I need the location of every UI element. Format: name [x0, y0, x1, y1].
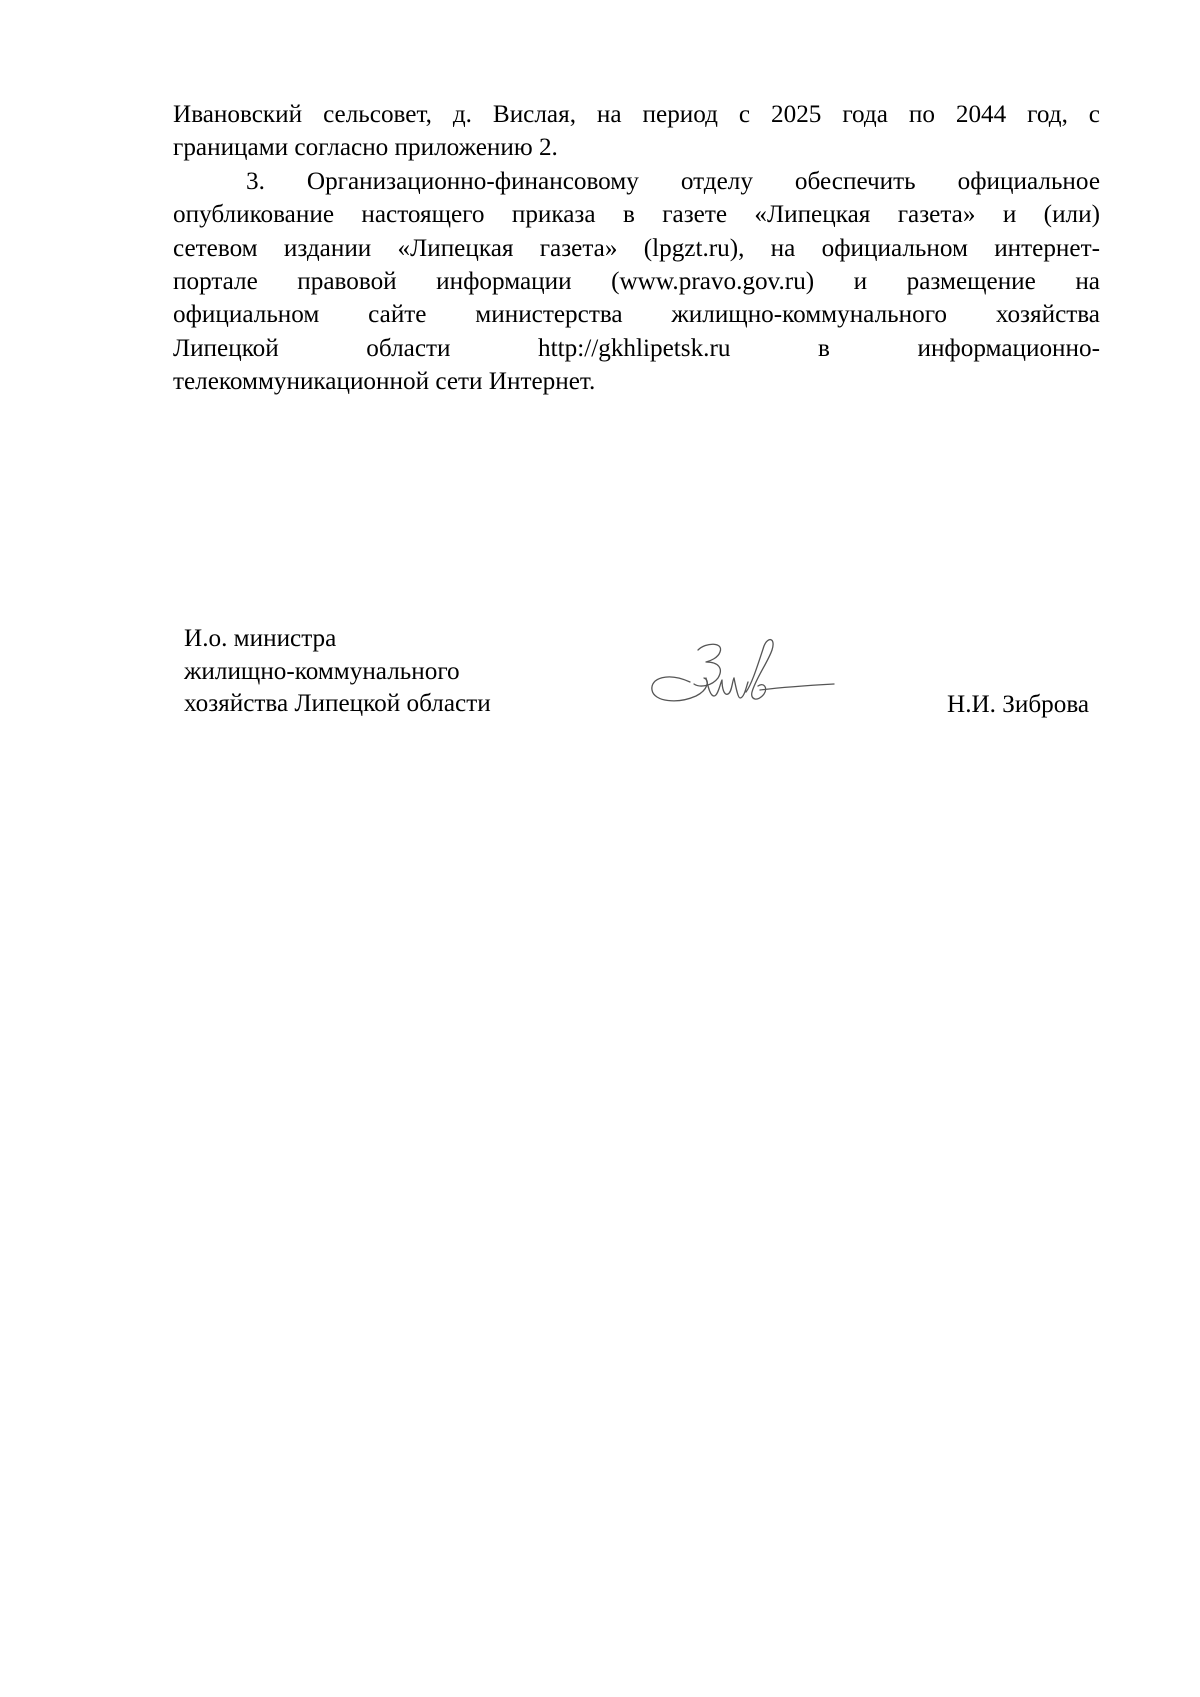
- signer-position: [184, 623, 491, 721]
- signer-position-line: жилищно-коммунального: [184, 657, 460, 685]
- signer-name: Н.И. Зиброва: [947, 691, 1090, 718]
- signer-position-line: И.о. министра: [184, 625, 337, 652]
- document-body: [173, 98, 1100, 399]
- paragraph-3: [173, 165, 1100, 399]
- paragraph-line: Ивановский сельсовет, д. Вислая, на период с 2025 года по 2044 год, с: [173, 101, 1100, 128]
- handwritten-signature-icon: [648, 634, 836, 716]
- signer-position-line: хозяйства Липецкой области: [184, 690, 491, 717]
- paragraph-line: опубликование настоящего приказа в газете «Липецкая газета» и (или): [173, 201, 1100, 229]
- paragraph-line: портале правовой информации (www.pravo.gov.ru) и размещение на: [173, 268, 1100, 296]
- paragraph-continuation: [173, 98, 1100, 165]
- paragraph-line: Липецкой области http://gkhlipetsk.ru в информационно-: [173, 334, 1100, 362]
- paragraph-line: телекоммуникационной сети Интернет.: [173, 368, 596, 396]
- paragraph-line: 3. Организационно-финансовому отделу обеспечить официальное: [246, 167, 1100, 195]
- paragraph-line: границами согласно приложению 2.: [173, 134, 558, 162]
- paragraph-line: сетевом издании «Липецкая газета» (lpgzt.ru), на официальном интернет-: [173, 234, 1100, 262]
- paragraph-line: официальном сайте министерства жилищно-коммунального хозяйства: [173, 301, 1100, 329]
